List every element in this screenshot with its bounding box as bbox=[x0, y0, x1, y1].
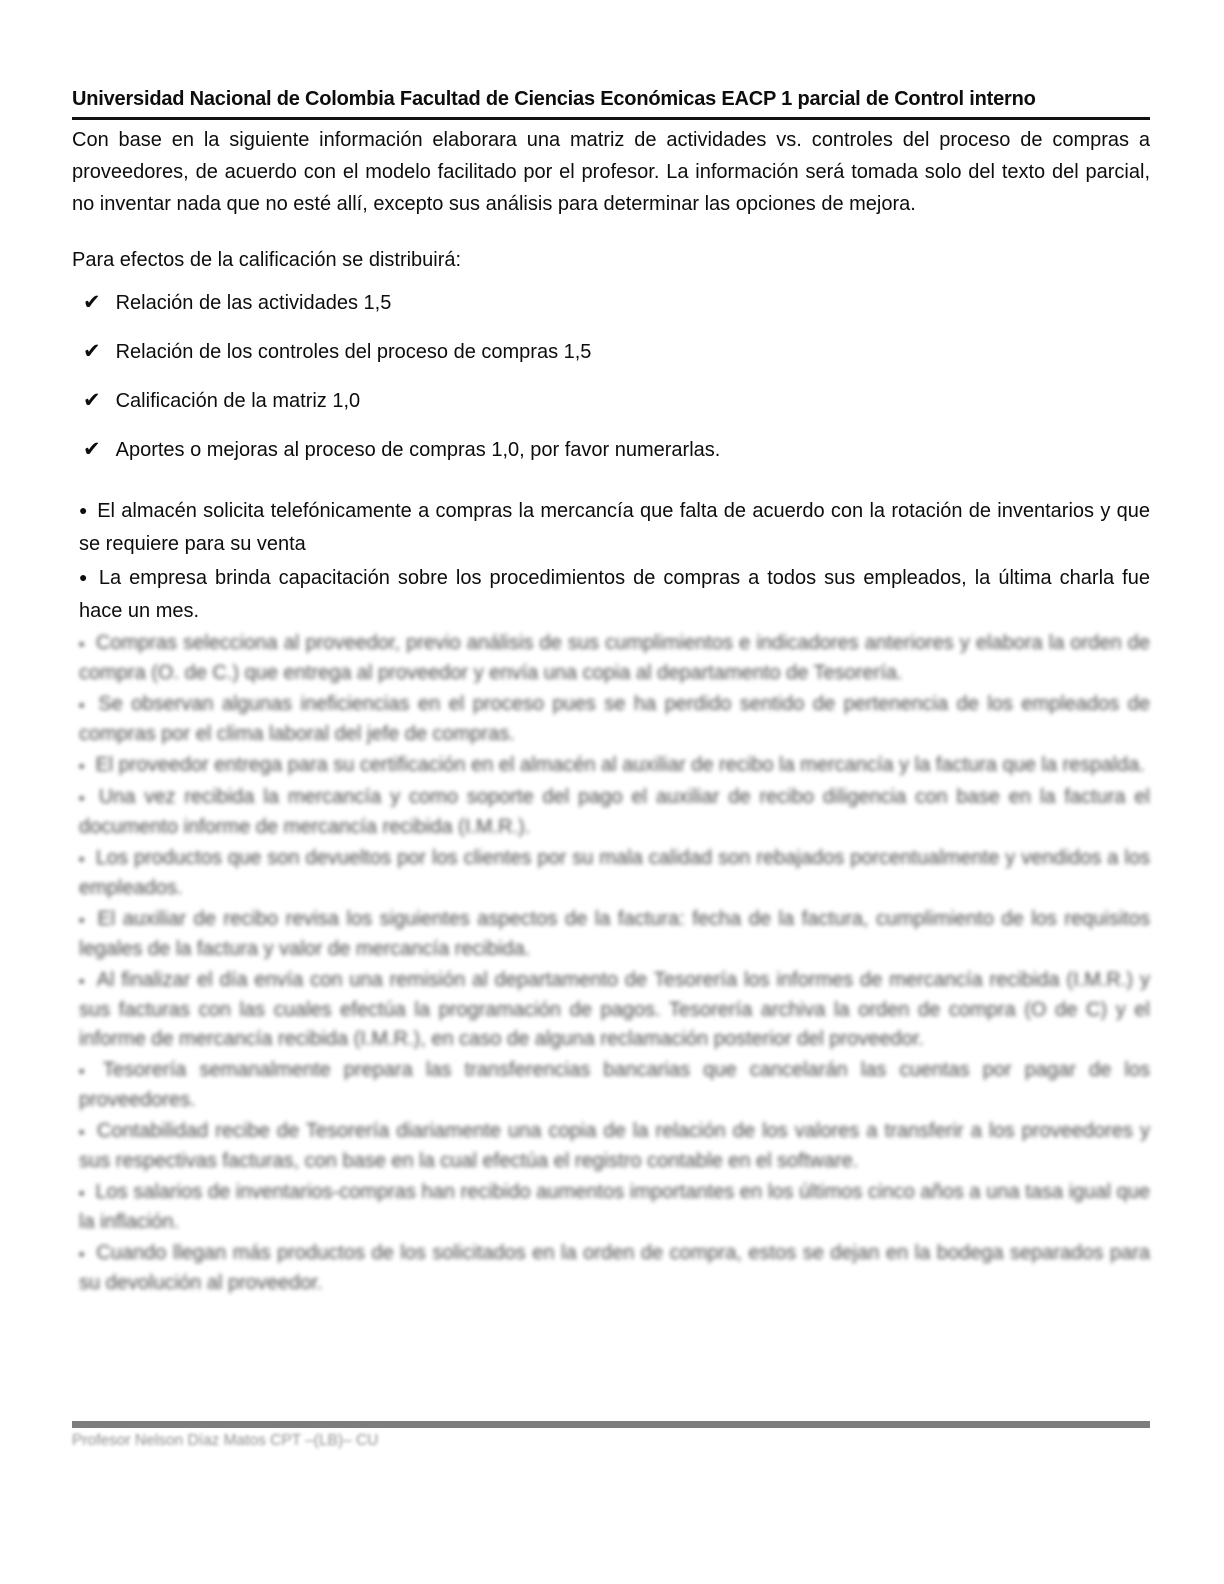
intro-paragraph: Con base en la siguiente información elaborara una matriz de actividades vs. controles del proceso de compras a proveedores, de acuerdo con el modelo facilitado por el profesor. La información será tomada solo del texto del parcial, no inventar nada que no esté allí, excepto sus análisis para determinar las opciones de mejora. bbox=[72, 129, 1150, 215]
checkmark-icon: ✔ bbox=[83, 389, 101, 412]
grading-lead: Para efectos de la calificación se distribuirá: bbox=[72, 249, 462, 271]
blurred-fact-item bbox=[79, 844, 1150, 903]
blurred-fact-text: Una vez recibida la mercancía y como soporte del pago el auxiliar de recibo diligencia con base en la factura el documento informe de mercancía recibida (I.M.R.). bbox=[79, 786, 1151, 838]
blurred-fact-text: El auxiliar de recibo revisa los siguientes aspectos de la factura: fecha de la factura, cumplimiento de los requisitos legales de la factura y valor de mercancía recibida. bbox=[79, 908, 1150, 960]
blurred-fact-item bbox=[79, 629, 1150, 688]
grading-item bbox=[83, 387, 1150, 415]
grading-item-text: Aportes o mejoras al proceso de compras 1,0, por favor numerarlas. bbox=[115, 439, 721, 461]
checkmark-icon: ✔ bbox=[83, 438, 101, 461]
blurred-fact-item bbox=[79, 690, 1150, 749]
blurred-fact-text: Al finalizar el día envía con una remisión al departamento de Tesorería los informes de mercancía recibida (I.M.R.) y sus facturas con las cuales efectúa la programación de pagos. Tesorería archiva la orden de compra (O de C) y el informe de mercancía recibida (I.M.R.), en caso de alguna reclamación posterior del proveedor. bbox=[79, 969, 1150, 1050]
bullet-icon: ● bbox=[79, 569, 90, 585]
square-bullet-icon: ▪ bbox=[79, 790, 88, 807]
blurred-fact-item bbox=[79, 905, 1150, 964]
square-bullet-icon: ▪ bbox=[79, 912, 87, 929]
footer-divider bbox=[72, 1421, 1150, 1428]
grading-item bbox=[83, 436, 1150, 464]
square-bullet-icon: ▪ bbox=[79, 851, 85, 868]
blurred-fact-text: Se observan algunas ineficiencias en el proceso pues se ha perdido sentido de pertenencia de los empleados de compras por el clima laboral del jefe de compras. bbox=[79, 693, 1150, 745]
fact-item-text: El almacén solicita telefónicamente a compras la mercancía que falta de acuerdo con la rotación de inventarios y que se requiere para su venta bbox=[79, 500, 1150, 555]
grading-item-text: Relación de las actividades 1,5 bbox=[115, 292, 392, 314]
fact-item bbox=[79, 561, 1150, 628]
blurred-fact-text: Tesorería semanalmente prepara las transferencias bancarias que cancelarán las cuentas por pagar de los proveedores. bbox=[79, 1059, 1150, 1111]
square-bullet-icon: ▪ bbox=[79, 1063, 92, 1080]
square-bullet-icon: ▪ bbox=[79, 758, 85, 775]
blurred-fact-item bbox=[79, 1056, 1150, 1115]
blurred-fact-text: Los productos que son devueltos por los clientes por su mala calidad son rebajados porcentualmente y vendidos a los empleados. bbox=[79, 847, 1150, 899]
page-footer bbox=[72, 1421, 1150, 1451]
square-bullet-icon: ▪ bbox=[79, 1246, 86, 1263]
square-bullet-icon: ▪ bbox=[79, 1124, 86, 1141]
bullet-icon: ● bbox=[79, 502, 89, 518]
checkmark-icon: ✔ bbox=[83, 291, 101, 314]
blurred-fact-item bbox=[79, 783, 1150, 842]
checkmark-icon: ✔ bbox=[83, 340, 101, 363]
blurred-fact-text: Compras selecciona al proveedor, previo análisis de sus cumplimientos e indicadores anteriores y elabora la orden de compra (O. de C.) que entrega al proveedor y envía una copia al departamento de Tesorería. bbox=[79, 632, 1150, 684]
fact-item-text: La empresa brinda capacitación sobre los procedimientos de compras a todos sus empleados, la última charla fue hace un mes. bbox=[79, 567, 1150, 622]
square-bullet-icon: ▪ bbox=[79, 1185, 85, 1202]
blurred-fact-text: Contabilidad recibe de Tesorería diariamente una copia de la relación de los valores a transferir a los proveedores y sus respectivas facturas, con base en la cual efectúa el registro contable en el software. bbox=[79, 1120, 1150, 1172]
blurred-fact-item bbox=[79, 751, 1150, 781]
grading-item-text: Relación de los controles del proceso de compras 1,5 bbox=[115, 341, 592, 363]
square-bullet-icon: ▪ bbox=[79, 697, 88, 714]
grading-checklist bbox=[72, 289, 1150, 464]
grading-item bbox=[83, 338, 1150, 366]
footer-signature: Profesor Nelson Díaz Matos CPT –(LB)– CU bbox=[72, 1432, 379, 1449]
facts-list bbox=[72, 494, 1150, 628]
blurred-fact-item bbox=[79, 966, 1150, 1054]
grading-item-text: Calificación de la matriz 1,0 bbox=[115, 390, 361, 412]
blurred-fact-text: El proveedor entrega para su certificación en el almacén al auxiliar de recibo la mercancía y la factura que la respalda. bbox=[95, 754, 1145, 776]
facts-list-blurred bbox=[72, 629, 1150, 1298]
fact-item bbox=[79, 494, 1150, 561]
blurred-fact-item bbox=[79, 1117, 1150, 1176]
blurred-fact-item bbox=[79, 1239, 1150, 1298]
square-bullet-icon: ▪ bbox=[79, 973, 86, 990]
square-bullet-icon: ▪ bbox=[79, 636, 85, 653]
blurred-fact-text: Cuando llegan más productos de los solicitados en la orden de compra, estos se dejan en la bodega separados para su devolución al proveedor. bbox=[79, 1242, 1150, 1294]
blurred-fact-text: Los salarios de inventarios-compras han recibido aumentos importantes en los últimos cinco años a una tasa igual que la inflación. bbox=[79, 1181, 1150, 1233]
page-title: Universidad Nacional de Colombia Facultad de Ciencias Económicas EACP 1 parcial de Control interno bbox=[72, 86, 1150, 120]
blurred-fact-item bbox=[79, 1178, 1150, 1237]
grading-item bbox=[83, 289, 1150, 317]
